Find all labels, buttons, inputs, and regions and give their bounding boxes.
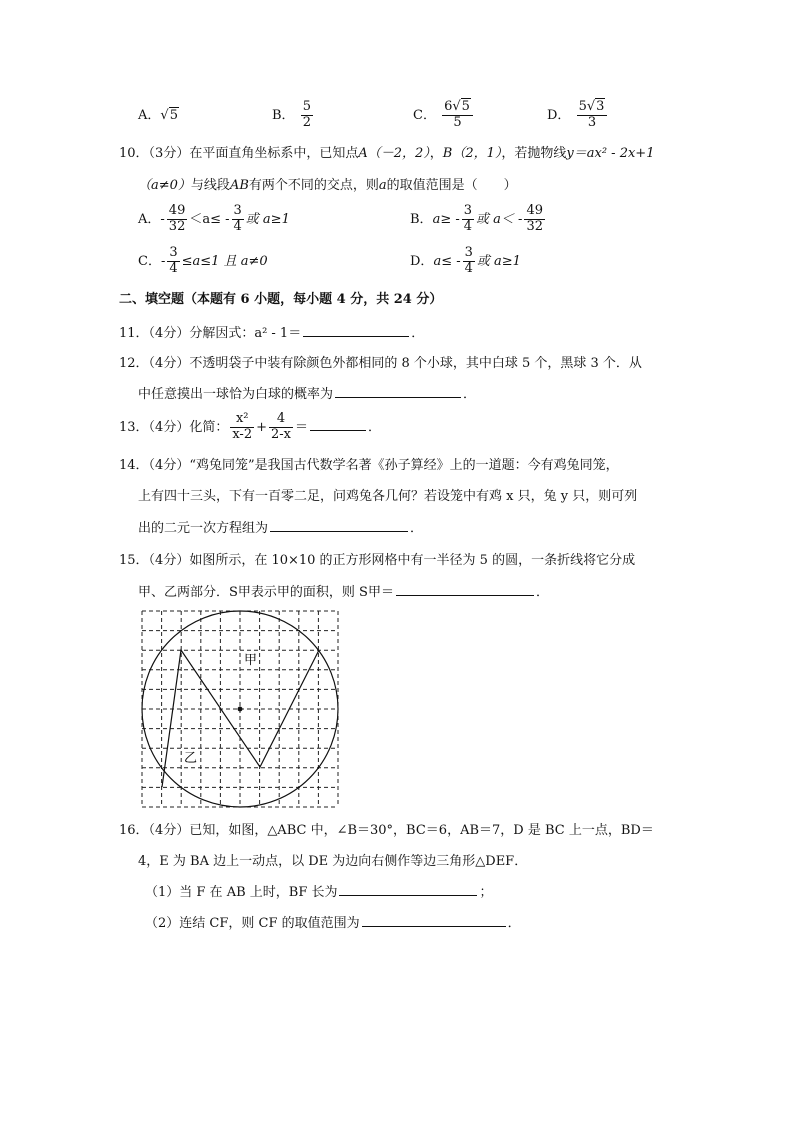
q10-text: 与线段: [190, 178, 230, 193]
fraction: [269, 412, 293, 443]
q14-line-1: 14．（4分）“鸡兔同笼”是我国古代数学名著《孙子算经》上的一道题：今有鸡兔同笼，: [119, 458, 619, 473]
answer-blank[interactable]: [362, 925, 506, 927]
denominator: 4: [233, 218, 242, 234]
numerator: 3: [233, 203, 242, 218]
point-b: B（2，1）: [442, 146, 502, 161]
variable-a: a: [378, 178, 387, 193]
inequality: 或 a＜ -: [476, 211, 523, 227]
q14-line-3: [138, 521, 423, 537]
period: ．: [410, 521, 424, 536]
numerator: 4: [269, 412, 293, 428]
q16-line-1: 16．（4分）已知，如图，△ABC 中，∠B＝30°，BC＝6，AB＝7，D 是 BC 上一点，BD＝: [119, 823, 654, 838]
numerator: 6√5: [442, 100, 473, 116]
q10-option-c: [138, 246, 268, 277]
fraction: [463, 246, 475, 277]
q15-text: 甲、乙两部分．S甲表示甲的面积，则 S甲＝: [138, 585, 394, 600]
numerator: 3: [464, 245, 473, 260]
q12-text: 中任意摸出一球恰为白球的概率为: [138, 387, 334, 402]
sqrt-sign: √: [160, 108, 169, 123]
radicand: 3: [596, 99, 605, 114]
fraction: [230, 412, 254, 443]
q12-line-2: [138, 387, 476, 403]
minus-sign: -: [160, 211, 165, 227]
fraction: [462, 204, 474, 235]
option-label: B．: [272, 107, 295, 123]
answer-blank[interactable]: [270, 530, 408, 532]
q10-option-b: [410, 204, 547, 235]
answer-blank[interactable]: [396, 594, 534, 596]
numerator: 5√3: [577, 100, 608, 116]
a-condition: （a≠0）: [138, 178, 191, 193]
q9-option-d: [547, 100, 609, 131]
q12-line-1: 12．（4分）不透明袋子中装有除颜色外都相同的 8 个小球，其中白球 5 个，黑球 3 个．从: [119, 356, 642, 371]
q14-text: 出的二元一次方程组为: [138, 521, 269, 536]
numerator: 5: [302, 99, 311, 114]
option-label: C．: [413, 107, 436, 123]
q10-text: 10．（3分）在平面直角坐标系中，已知点: [119, 146, 359, 161]
q16-part-1: [145, 885, 492, 901]
q11-text: 11．（4分）分解因式：a² - 1＝: [119, 326, 302, 341]
q14-line-2: 上有四十三头，下有一百零二足，问鸡兔各几何？若设笼中有鸡 x 只，兔 y 只，则可列: [138, 489, 638, 504]
q16-line-2: 4，E 为 BA 边上一动点，以 DE 为边向右侧作等边三角形△DEF．: [138, 854, 528, 869]
section-heading: 二、填空题（本题有 6 小题，每小题 4 分，共 24 分）: [119, 292, 443, 307]
plus-sign: +: [256, 419, 268, 435]
segment-ab: AB: [229, 178, 249, 193]
answer-blank[interactable]: [303, 335, 409, 337]
denominator: 3: [587, 114, 597, 130]
fraction: [577, 100, 608, 131]
numerator: 3: [169, 245, 178, 260]
q10-text: 有两个不同的交点，则: [248, 178, 379, 193]
denominator: 5: [453, 114, 462, 130]
fraction: [167, 246, 179, 277]
q10-line-2: [138, 178, 517, 194]
fraction: [524, 204, 545, 235]
answer-blank[interactable]: [339, 894, 477, 896]
q13-text: 13．（4分）化简：: [119, 419, 229, 435]
denominator: 32: [168, 218, 186, 234]
inequality: a≥ -: [432, 211, 460, 227]
q16-text: （2）连结 CF，则 CF 的取值范围为: [145, 916, 360, 931]
denominator: 32: [526, 218, 543, 234]
radicand: 5: [461, 99, 470, 114]
q10-text: 的取值范围是（ ）: [386, 178, 517, 193]
denominator: 4: [169, 260, 178, 276]
q15-line-2: [138, 585, 549, 601]
numerator: 49: [526, 203, 543, 218]
q9-option-c: [413, 100, 475, 131]
q15-line-1: 15．（4分）如图所示，在 10×10 的正方形网格中有一半径为 5 的圆，一条折线将它分成: [119, 553, 636, 568]
inequality: a≤ -: [433, 253, 461, 269]
fraction: [442, 100, 473, 131]
denominator: 2: [302, 114, 311, 130]
q16-part-2: [145, 916, 521, 932]
q10-line-1: [119, 146, 654, 162]
label-yi: 乙: [184, 751, 198, 766]
inequality: ＜a≤ -: [189, 211, 230, 227]
q10-option-a: [138, 204, 290, 235]
numerator: 3: [463, 203, 473, 218]
q9-option-b: [272, 100, 315, 131]
option-label: D．: [410, 253, 434, 269]
radicand: 5: [169, 108, 178, 123]
q9-option-a: [138, 108, 179, 124]
option-label: D．: [547, 107, 571, 123]
answer-blank[interactable]: [310, 429, 366, 431]
period: ．: [411, 326, 425, 341]
numerator: x²: [230, 412, 254, 428]
denominator: 4: [463, 218, 473, 234]
fraction: [167, 204, 188, 235]
inequality: ≤a≤1 且 a≠0: [181, 253, 268, 269]
q13: [119, 412, 381, 443]
period: ．: [463, 387, 477, 402]
separator: ，: [429, 146, 443, 161]
q16-text: （1）当 F 在 AB 上时，BF 长为: [145, 885, 338, 900]
q15-figure: [138, 608, 344, 812]
period: ．: [368, 419, 382, 435]
coefficient: 6: [444, 99, 453, 114]
option-label: A．: [138, 211, 161, 227]
denominator: 2-x: [271, 426, 292, 442]
period: ．: [507, 916, 521, 931]
period: ．: [535, 585, 549, 600]
point-a: A（－2，2）: [358, 146, 430, 161]
fraction: [301, 100, 313, 131]
semicolon: ；: [479, 885, 493, 900]
minus-sign: -: [160, 253, 166, 269]
fraction: [232, 204, 244, 235]
denominator: 4: [464, 260, 473, 276]
q11: [119, 326, 424, 342]
equals-sign: ＝: [295, 419, 309, 435]
inequality: 或 a≥1: [245, 211, 290, 227]
option-label: A．: [138, 108, 161, 123]
center-point: [238, 707, 243, 712]
answer-blank[interactable]: [335, 396, 461, 398]
inequality: 或 a≥1: [476, 253, 521, 269]
numerator: 49: [168, 203, 186, 218]
denominator: x-2: [232, 426, 253, 442]
option-label: B．: [410, 211, 433, 227]
parabola-equation: y＝ax² - 2x+1: [566, 146, 655, 161]
q10-text: ，若抛物线: [501, 146, 567, 161]
option-label: C．: [138, 253, 161, 269]
label-jia: 甲: [244, 653, 258, 668]
coefficient: 5: [578, 99, 587, 114]
q10-option-d: [410, 246, 521, 277]
